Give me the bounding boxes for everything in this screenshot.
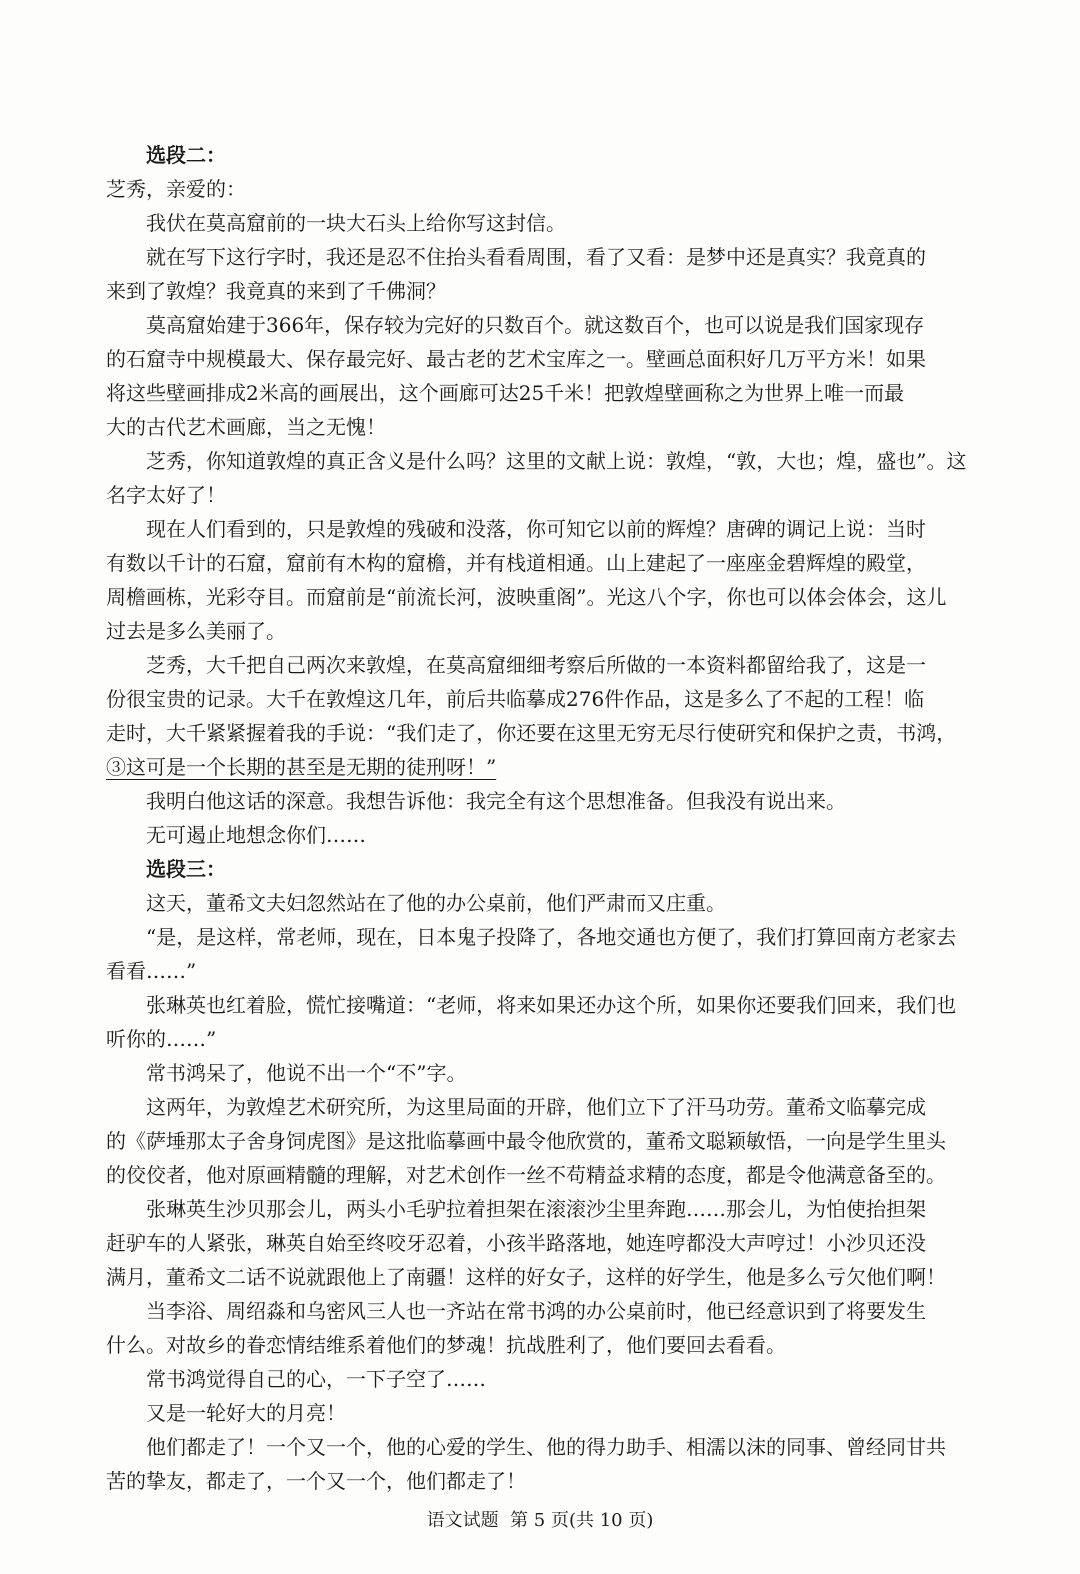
section2-line: 大的古代艺术画廊，当之无愧！ [106,415,386,439]
section2-line: 名字太好了！ [106,483,226,507]
section2-line: 份很宝贵的记录。大千在敦煌这几年，前后共临摹成276件作品，这是多么了不起的工程！临 [106,687,925,711]
section3-line: 满月，董希文二话不说就跟他上了南疆！这样的好女子，这样的好学生，他是多么亏欠他们啊！ [106,1265,946,1289]
section3-line: 常书鸿觉得自己的心，一下子空了…… [146,1367,486,1391]
section3-heading: 选段三： [146,857,226,881]
section3-line: 这天，董希文夫妇忽然站在了他的办公桌前，他们严肃而又庄重。 [146,891,726,915]
section2-line: 莫高窟始建于366年，保存较为完好的只数百个。就这数百个，也可以说是我们国家现存 [146,313,925,337]
section2-line: 我伏在莫高窟前的一块大石头上给你写这封信。 [146,211,566,235]
page-footer: 语文试题 第 5 页(共 10 页) [426,1510,654,1531]
section3-line: 的佼佼者，他对原画精髓的理解，对艺术创作一丝不苟精益求精的态度，都是令他满意备至的。 [106,1163,946,1187]
section2-line: 走时，大千紧紧握着我的手说：“我们走了，你还要在这里无穷无尽行使研究和保护之责，书鸿， [106,721,957,745]
section3-line: 苦的挚友，都走了，一个又一个，他们都走了！ [106,1469,526,1493]
section3-line: 他们都走了！一个又一个，他的心爱的学生、他的得力助手、相濡以沫的同事、曾经同甘共 [146,1435,946,1459]
section2-line: 来到了敦煌？我竟真的来到了千佛洞？ [106,279,446,303]
section2-heading: 选段二： [146,143,226,167]
section3-line: 赶驴车的人紧张，琳英自始至终咬牙忍着，小孩半路落地，她连哼都没大声哼过！小沙贝还没 [106,1231,926,1255]
section2-line: 我明白他这话的深意。我想告诉他：我完全有这个思想准备。但我没有说出来。 [146,789,846,813]
section3-line: 这两年，为敦煌艺术研究所，为这里局面的开辟，他们立下了汗马功劳。董希文临摹完成 [146,1095,926,1119]
section3-line: 听你的……” [106,1027,217,1051]
section2-line: 将这些壁画排成2米高的画展出，这个画廊可达25千米！把敦煌壁画称之为世界上唯一而最 [106,381,905,405]
section3-line: 张琳英也红着脸，慌忙接嘴道：“老师，将来如果还办这个所，如果你还要我们回来，我们也 [146,993,957,1017]
page-content [106,138,1014,1498]
section3-line: “是，是这样，常老师，现在，日本鬼子投降了，各地交通也方便了，我们打算回南方老家去 [146,925,957,949]
section3-line: 张琳英生沙贝那会儿，两头小毛驴拉着担架在滚滚沙尘里奔跑……那会儿，为怕使抬担架 [146,1197,926,1221]
section3-line: 又是一轮好大的月亮！ [146,1401,346,1425]
section3-line: 什么。对故乡的眷恋情结维系着他们的梦魂！抗战胜利了，他们要回去看看。 [106,1333,786,1357]
section2-line: 芝秀，亲爱的： [106,177,246,201]
section2-line: 现在人们看到的，只是敦煌的残破和没落，你可知它以前的辉煌？唐碑的调记上说：当时 [146,517,926,541]
section2-line: 过去是多么美丽了。 [106,619,286,643]
section3-line: 的《萨埵那太子舍身饲虎图》是这批临摹画中最令他欣赏的，董希文聪颖敏悟，一向是学生里头 [106,1129,946,1153]
underlined-quote-3: ③这可是一个长期的甚至是无期的徒刑呀！” [106,755,497,779]
section2-line: 芝秀，你知道敦煌的真正含义是什么吗？这里的文献上说：敦煌，“敦，大也；煌，盛也”。这 [146,449,967,473]
section2-line: 周檐画栋，光彩夺目。而窟前是“前流长河，波映重阁”。光这八个字，你也可以体会体会，这儿 [106,585,947,609]
section2-line: 的石窟寺中规模最大、保存最完好、最古老的艺术宝库之一。壁画总面积好几万平方米！如果 [106,347,926,371]
section2-line: 无可遏止地想念你们…… [146,823,366,847]
section2-line: 有数以千计的石窟，窟前有木构的窟檐，并有栈道相通。山上建起了一座座金碧辉煌的殿堂， [106,551,926,575]
section2-line: 芝秀，大千把自己两次来敦煌，在莫高窟细细考察后所做的一本资料都留给我了，这是一 [146,653,926,677]
section3-line: 常书鸿呆了，他说不出一个“不”字。 [146,1061,467,1085]
section3-line: 当李浴、周绍淼和乌密风三人也一齐站在常书鸿的办公桌前时，他已经意识到了将要发生 [146,1299,926,1323]
section3-line: 看看……” [106,959,197,983]
section2-line: 就在写下这行字时，我还是忍不住抬头看看周围，看了又看：是梦中还是真实？我竟真的 [146,245,926,269]
